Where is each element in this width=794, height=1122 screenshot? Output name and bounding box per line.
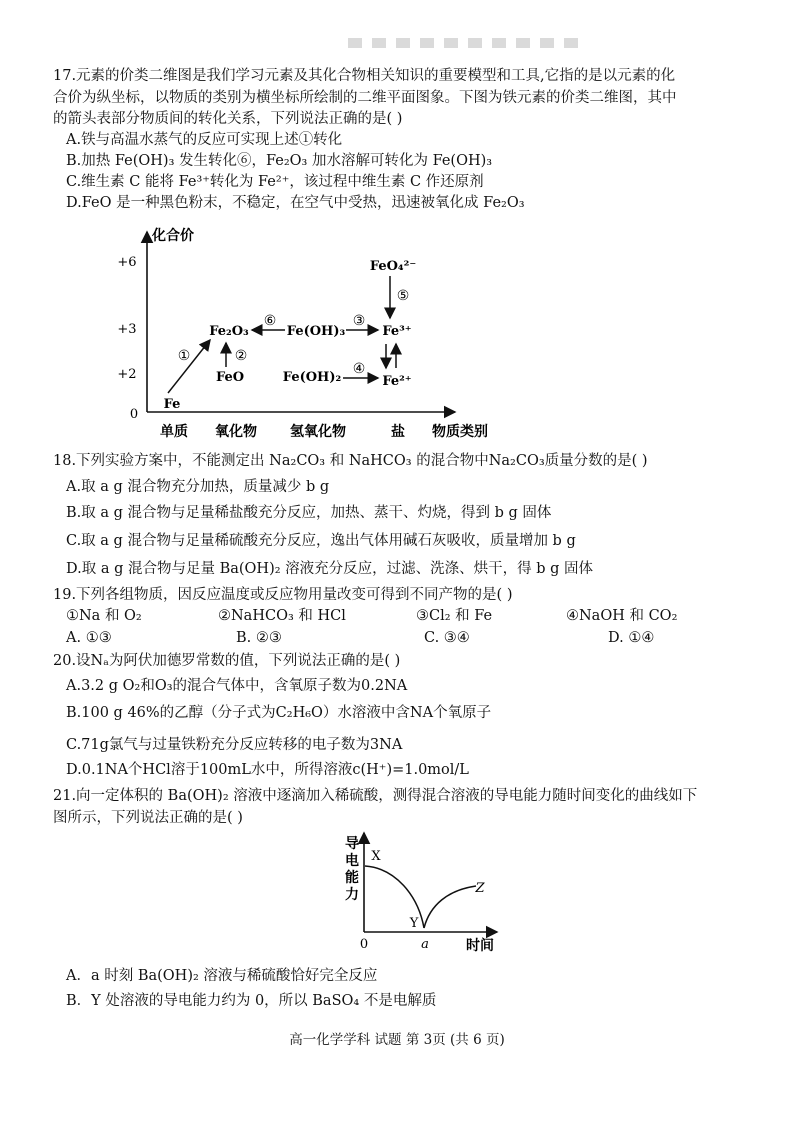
x-cat-oxide: 氧化物 (215, 424, 257, 440)
point-x-label: X (371, 849, 381, 864)
species-fe: Fe (163, 397, 181, 412)
q17-option-c: C.维生素 C 能将 Fe³⁺转化为 Fe²⁺，该过程中维生素 C 作还原剂 (66, 174, 484, 190)
mark-1: ① (177, 348, 191, 364)
mark-2: ② (234, 348, 248, 364)
graph-origin: 0 (359, 937, 369, 952)
graph-y-label-1: 导 (345, 836, 359, 852)
y-tick-0: 0 (129, 407, 139, 422)
diagram-y-title: 化合价 (152, 228, 194, 244)
y-tick-2: +2 (117, 367, 137, 382)
species-feo: FeO (215, 370, 245, 385)
q17-option-d: D.FeO 是一种黑色粉末，不稳定，在空气中受热，迅速被氧化成 Fe₂O₃ (66, 195, 525, 211)
mark-4: ④ (352, 361, 366, 377)
q18-option-a: A.取 a g 混合物充分加热，质量减少 b g (66, 479, 330, 495)
q19-item-4: ④NaOH 和 CO₂ (566, 608, 678, 624)
q19-stem: 19.下列各组物质，因反应温度或反应物用量改变可得到不同产物的是( ) (53, 587, 513, 603)
species-feo4: FeO₄²⁻ (369, 259, 417, 274)
species-fe3plus: Fe³⁺ (382, 324, 412, 339)
x-cat-hydroxide: 氢氧化物 (290, 424, 346, 440)
point-y-label: Y (409, 916, 419, 931)
graph-y-label-3: 能 (345, 870, 359, 886)
mark-5: ⑤ (396, 288, 410, 304)
q20-option-a: A.3.2 g O₂和O₃的混合气体中，含氧原子数为0.2NA (66, 678, 408, 694)
y-tick-3: +3 (117, 322, 137, 337)
q19-option-d: D. ①④ (608, 630, 655, 646)
graph-x-label: 时间 (466, 938, 494, 954)
q19-item-2: ②NaHCO₃ 和 HCl (218, 608, 346, 624)
q17-option-b: B.加热 Fe(OH)₃ 发生转化⑥，Fe₂O₃ 加水溶解可转化为 Fe(OH)₃ (66, 153, 493, 169)
mark-6: ⑥ (263, 313, 277, 329)
x-axis-title: 物质类别 (432, 424, 488, 440)
q19-option-b: B. ②③ (236, 630, 282, 646)
conductivity-curve-rise (424, 886, 476, 928)
point-z-label: Z (475, 881, 485, 896)
graph-a-mark: a (421, 937, 429, 952)
q20-stem: 20.设Nₐ为阿伏加德罗常数的值，下列说法正确的是( ) (53, 653, 401, 669)
q19-item-3: ③Cl₂ 和 Fe (416, 608, 493, 624)
x-cat-salt: 盐 (391, 424, 405, 440)
species-feoh2: Fe(OH)₂ (282, 370, 342, 385)
page-footer: 高一化学学科 试题 第 3页 (共 6 页) (289, 1032, 505, 1048)
q18-option-b: B.取 a g 混合物与足量稀盐酸充分反应，加热、蒸干、灼烧，得到 b g 固体 (66, 505, 552, 521)
mark-3: ③ (352, 313, 366, 329)
q19-item-1: ①Na 和 O₂ (66, 608, 142, 624)
species-feoh3: Fe(OH)₃ (286, 324, 346, 339)
q19-option-a: A. ①③ (66, 630, 112, 646)
q20-option-b: B.100 g 46%的乙醇（分子式为C₂H₆O）水溶液中含NA个氧原子 (66, 705, 492, 721)
q21-option-a: A．a 时刻 Ba(OH)₂ 溶液与稀硫酸恰好完全反应 (66, 968, 378, 984)
q18-option-c: C.取 a g 混合物与足量稀硫酸充分反应，逸出气体用碱石灰吸收，质量增加 b g (66, 533, 576, 549)
graph-y-label-4: 力 (345, 887, 359, 903)
q19-option-c: C. ③④ (424, 630, 470, 646)
graph-y-label-2: 电 (345, 853, 359, 869)
q21-stem-line2: 图所示，下列说法正确的是( ) (53, 810, 243, 826)
x-cat-element: 单质 (160, 424, 188, 440)
q21-option-b: B．Y 处溶液的导电能力约为 0，所以 BaSO₄ 不是电解质 (66, 993, 437, 1009)
species-fe2o3: Fe₂O₃ (209, 324, 249, 339)
q20-option-c: C.71g氯气与过量铁粉充分反应转移的电子数为3NA (66, 737, 403, 753)
q18-stem: 18.下列实验方案中，不能测定出 Na₂CO₃ 和 NaHCO₃ 的混合物中Na₂CO₃质量分数的是( ) (53, 453, 648, 469)
species-fe2plus: Fe²⁺ (382, 374, 412, 389)
q20-option-d: D.0.1NA个HCl溶于100mL水中，所得溶液c(H⁺)=1.0mol/L (66, 762, 469, 778)
q18-option-d: D.取 a g 混合物与足量 Ba(OH)₂ 溶液充分反应，过滤、洗涤、烘干，得 b g 固体 (66, 561, 594, 577)
q17-stem-line1: 17.元素的价类二维图是我们学习元素及其化合物相关知识的重要模型和工具,它指的是以元素的化 (53, 68, 676, 84)
q17-stem-line2: 合价为纵坐标，以物质的类别为横坐标所绘制的二维平面图象。下图为铁元素的价类二维图，其中 (53, 90, 677, 106)
q17-stem-line3: 的箭头表部分物质间的转化关系，下列说法正确的是( ) (53, 111, 403, 127)
y-tick-6: +6 (117, 255, 137, 270)
q21-stem-line1: 21.向一定体积的 Ba(OH)₂ 溶液中逐滴加入稀硫酸，测得混合溶液的导电能力随时间变化的曲线如下 (53, 788, 698, 804)
q17-option-a: A.铁与高温水蒸气的反应可实现上述①转化 (66, 132, 343, 148)
